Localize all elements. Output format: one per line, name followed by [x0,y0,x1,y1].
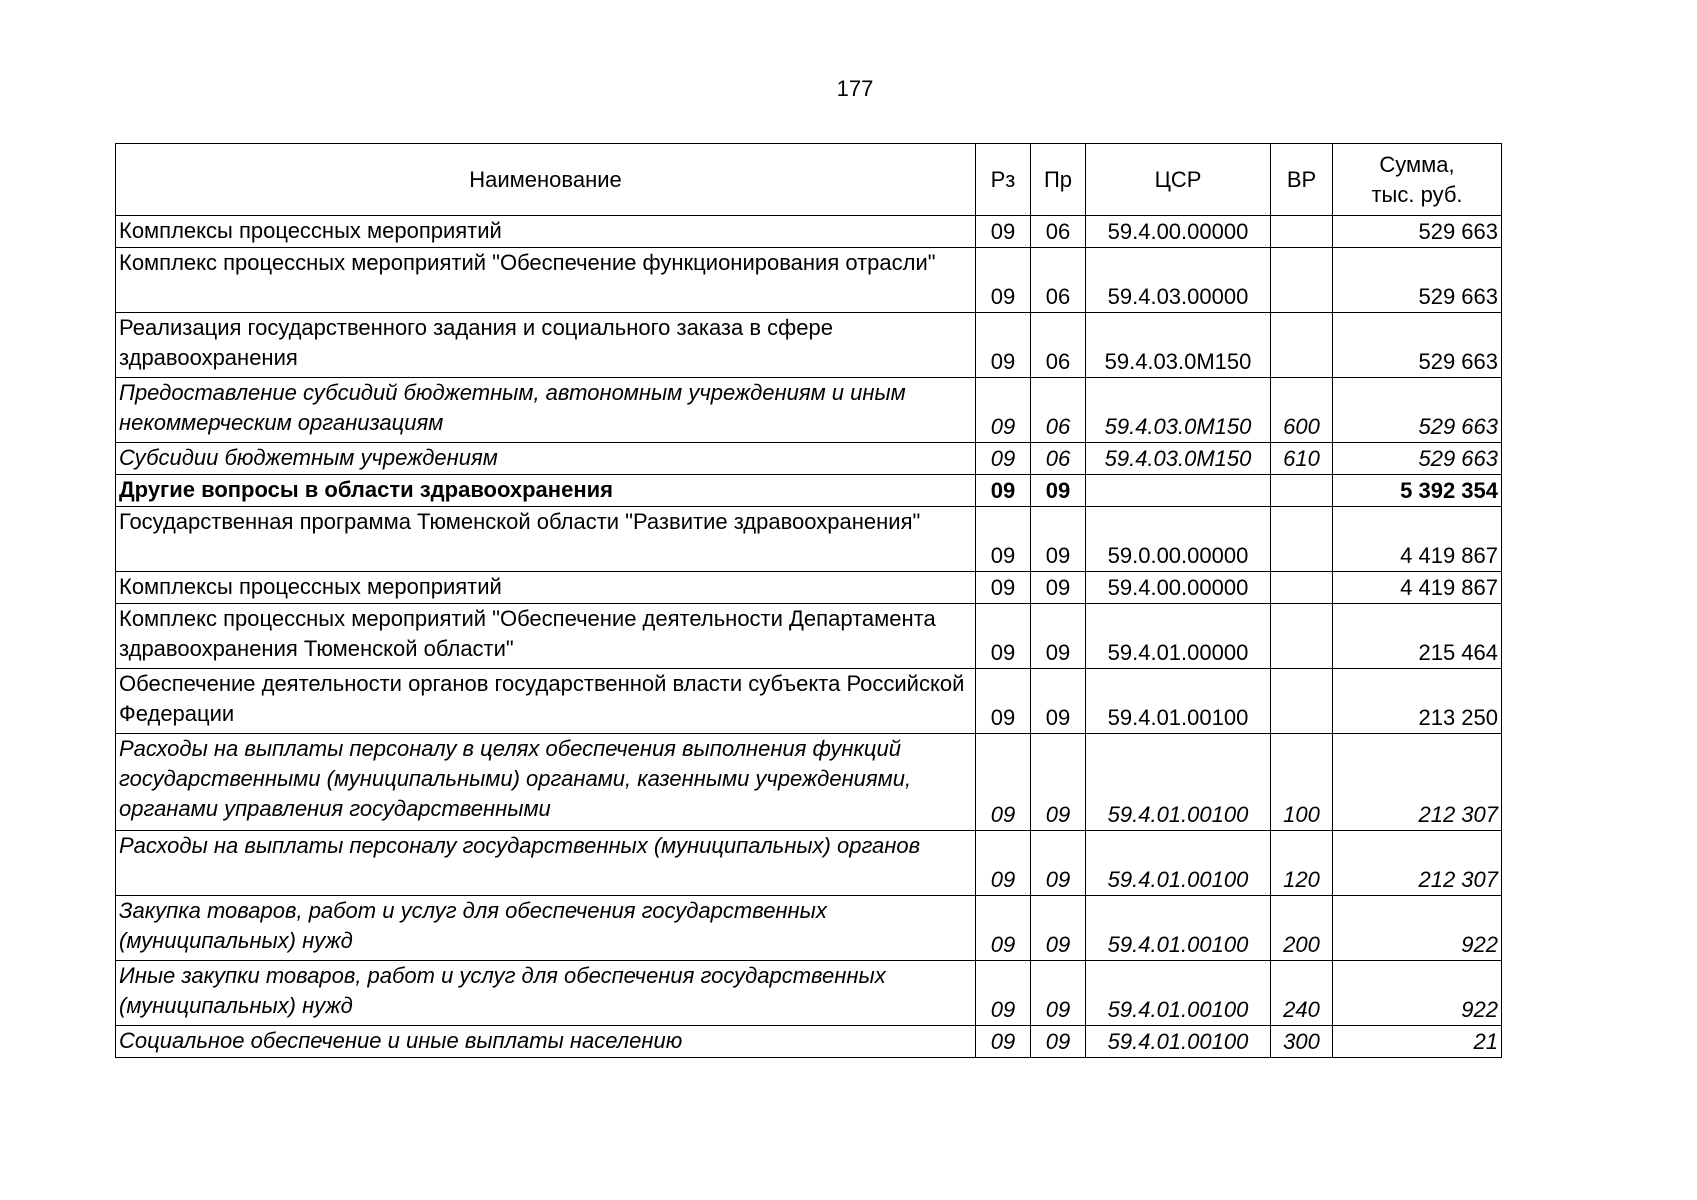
row-sum: 529 663 [1333,443,1502,475]
table-row [116,831,1502,896]
row-sum: 529 663 [1333,313,1502,378]
row-sum: 529 663 [1333,248,1502,313]
budget-table [115,143,1502,1058]
row-rz: 09 [976,1026,1031,1058]
row-rz: 09 [976,475,1031,507]
row-vr [1271,669,1333,734]
row-vr [1271,216,1333,248]
row-rz: 09 [976,604,1031,669]
row-sum: 213 250 [1333,669,1502,734]
row-csr: 59.4.01.00100 [1086,734,1271,831]
row-name: Комплексы процессных мероприятий [116,572,976,604]
row-rz: 09 [976,831,1031,896]
header-rz: Рз [976,144,1031,216]
page-number: 177 [836,76,874,101]
row-csr: 59.4.03.0М150 [1086,313,1271,378]
row-csr: 59.4.01.00100 [1086,961,1271,1026]
row-name: Реализация государственного задания и социального заказа в сфере здравоохранения [116,313,976,378]
row-pr: 06 [1031,443,1086,475]
row-csr: 59.4.00.00000 [1086,572,1271,604]
table-row [116,572,1502,604]
row-vr: 300 [1271,1026,1333,1058]
row-csr: 59.4.03.0М150 [1086,378,1271,443]
row-pr: 09 [1031,475,1086,507]
row-rz: 09 [976,507,1031,572]
row-csr [1086,475,1271,507]
row-name: Предоставление субсидий бюджетным, автономным учреждениям и иным некоммерческим организациям [116,378,976,443]
table-row [116,507,1502,572]
row-pr: 09 [1031,507,1086,572]
header-vr: ВР [1271,144,1333,216]
row-pr: 09 [1031,572,1086,604]
row-pr: 09 [1031,669,1086,734]
table-row [116,604,1502,669]
row-name: Иные закупки товаров, работ и услуг для обеспечения государственных (муниципальных) нужд [116,961,976,1026]
header-sum [1333,144,1502,216]
row-sum: 922 [1333,961,1502,1026]
row-sum: 529 663 [1333,378,1502,443]
row-csr: 59.4.01.00100 [1086,831,1271,896]
table-row [116,216,1502,248]
header-csr: ЦСР [1086,144,1271,216]
row-csr: 59.4.01.00100 [1086,669,1271,734]
row-rz: 09 [976,572,1031,604]
table-row [116,961,1502,1026]
table-row [116,248,1502,313]
row-sum: 922 [1333,896,1502,961]
row-csr: 59.4.03.00000 [1086,248,1271,313]
table-row [116,734,1502,831]
row-pr: 09 [1031,1026,1086,1058]
row-pr: 06 [1031,248,1086,313]
table-header-row [116,144,1502,216]
row-rz: 09 [976,734,1031,831]
row-pr: 06 [1031,313,1086,378]
row-csr: 59.4.01.00000 [1086,604,1271,669]
row-name: Расходы на выплаты персоналу в целях обеспечения выполнения функций государственными (муниципальными) органами, казенными учреждениями, органами управления государственными [116,734,976,831]
row-sum: 529 663 [1333,216,1502,248]
header-pr: Пр [1031,144,1086,216]
row-vr [1271,604,1333,669]
row-vr: 600 [1271,378,1333,443]
row-sum: 21 [1333,1026,1502,1058]
row-csr: 59.4.01.00100 [1086,896,1271,961]
row-pr: 06 [1031,378,1086,443]
row-vr [1271,313,1333,378]
table-row [116,313,1502,378]
row-pr: 06 [1031,216,1086,248]
row-sum: 215 464 [1333,604,1502,669]
row-csr: 59.4.03.0М150 [1086,443,1271,475]
row-vr [1271,572,1333,604]
row-rz: 09 [976,443,1031,475]
row-rz: 09 [976,961,1031,1026]
row-csr: 59.0.00.00000 [1086,507,1271,572]
row-csr: 59.4.01.00100 [1086,1026,1271,1058]
row-pr: 09 [1031,604,1086,669]
row-rz: 09 [976,378,1031,443]
table-row [116,475,1502,507]
header-sum-line-1: Сумма, [1379,151,1455,177]
row-sum: 4 419 867 [1333,507,1502,572]
row-name: Социальное обеспечение и иные выплаты населению [116,1026,976,1058]
row-sum: 212 307 [1333,831,1502,896]
table-row [116,443,1502,475]
row-vr: 200 [1271,896,1333,961]
row-name: Субсидии бюджетным учреждениям [116,443,976,475]
table-row [116,1026,1502,1058]
table-row [116,896,1502,961]
row-name: Расходы на выплаты персоналу государственных (муниципальных) органов [116,831,976,896]
header-sum-line-2: тыс. руб. [1371,181,1463,207]
row-vr: 100 [1271,734,1333,831]
row-sum: 4 419 867 [1333,572,1502,604]
row-name: Обеспечение деятельности органов государственной власти субъекта Российской Федерации [116,669,976,734]
row-csr: 59.4.00.00000 [1086,216,1271,248]
row-vr: 610 [1271,443,1333,475]
row-name: Комплекс процессных мероприятий "Обеспечение функционирования отрасли" [116,248,976,313]
table-row [116,669,1502,734]
row-name: Комплекс процессных мероприятий "Обеспечение деятельности Департамента здравоохранения Тюменской области" [116,604,976,669]
table-row [116,378,1502,443]
row-vr [1271,248,1333,313]
row-rz: 09 [976,216,1031,248]
row-pr: 09 [1031,831,1086,896]
row-rz: 09 [976,669,1031,734]
row-name: Комплексы процессных мероприятий [116,216,976,248]
row-pr: 09 [1031,961,1086,1026]
row-rz: 09 [976,896,1031,961]
row-name: Закупка товаров, работ и услуг для обеспечения государственных (муниципальных) нужд [116,896,976,961]
row-name: Другие вопросы в области здравоохранения [116,475,976,507]
row-rz: 09 [976,248,1031,313]
row-vr: 120 [1271,831,1333,896]
row-rz: 09 [976,313,1031,378]
row-vr [1271,475,1333,507]
row-name: Государственная программа Тюменской области "Развитие здравоохранения" [116,507,976,572]
row-pr: 09 [1031,896,1086,961]
row-vr: 240 [1271,961,1333,1026]
row-pr: 09 [1031,734,1086,831]
row-sum: 212 307 [1333,734,1502,831]
row-sum: 5 392 354 [1333,475,1502,507]
header-name: Наименование [116,144,976,216]
row-vr [1271,507,1333,572]
